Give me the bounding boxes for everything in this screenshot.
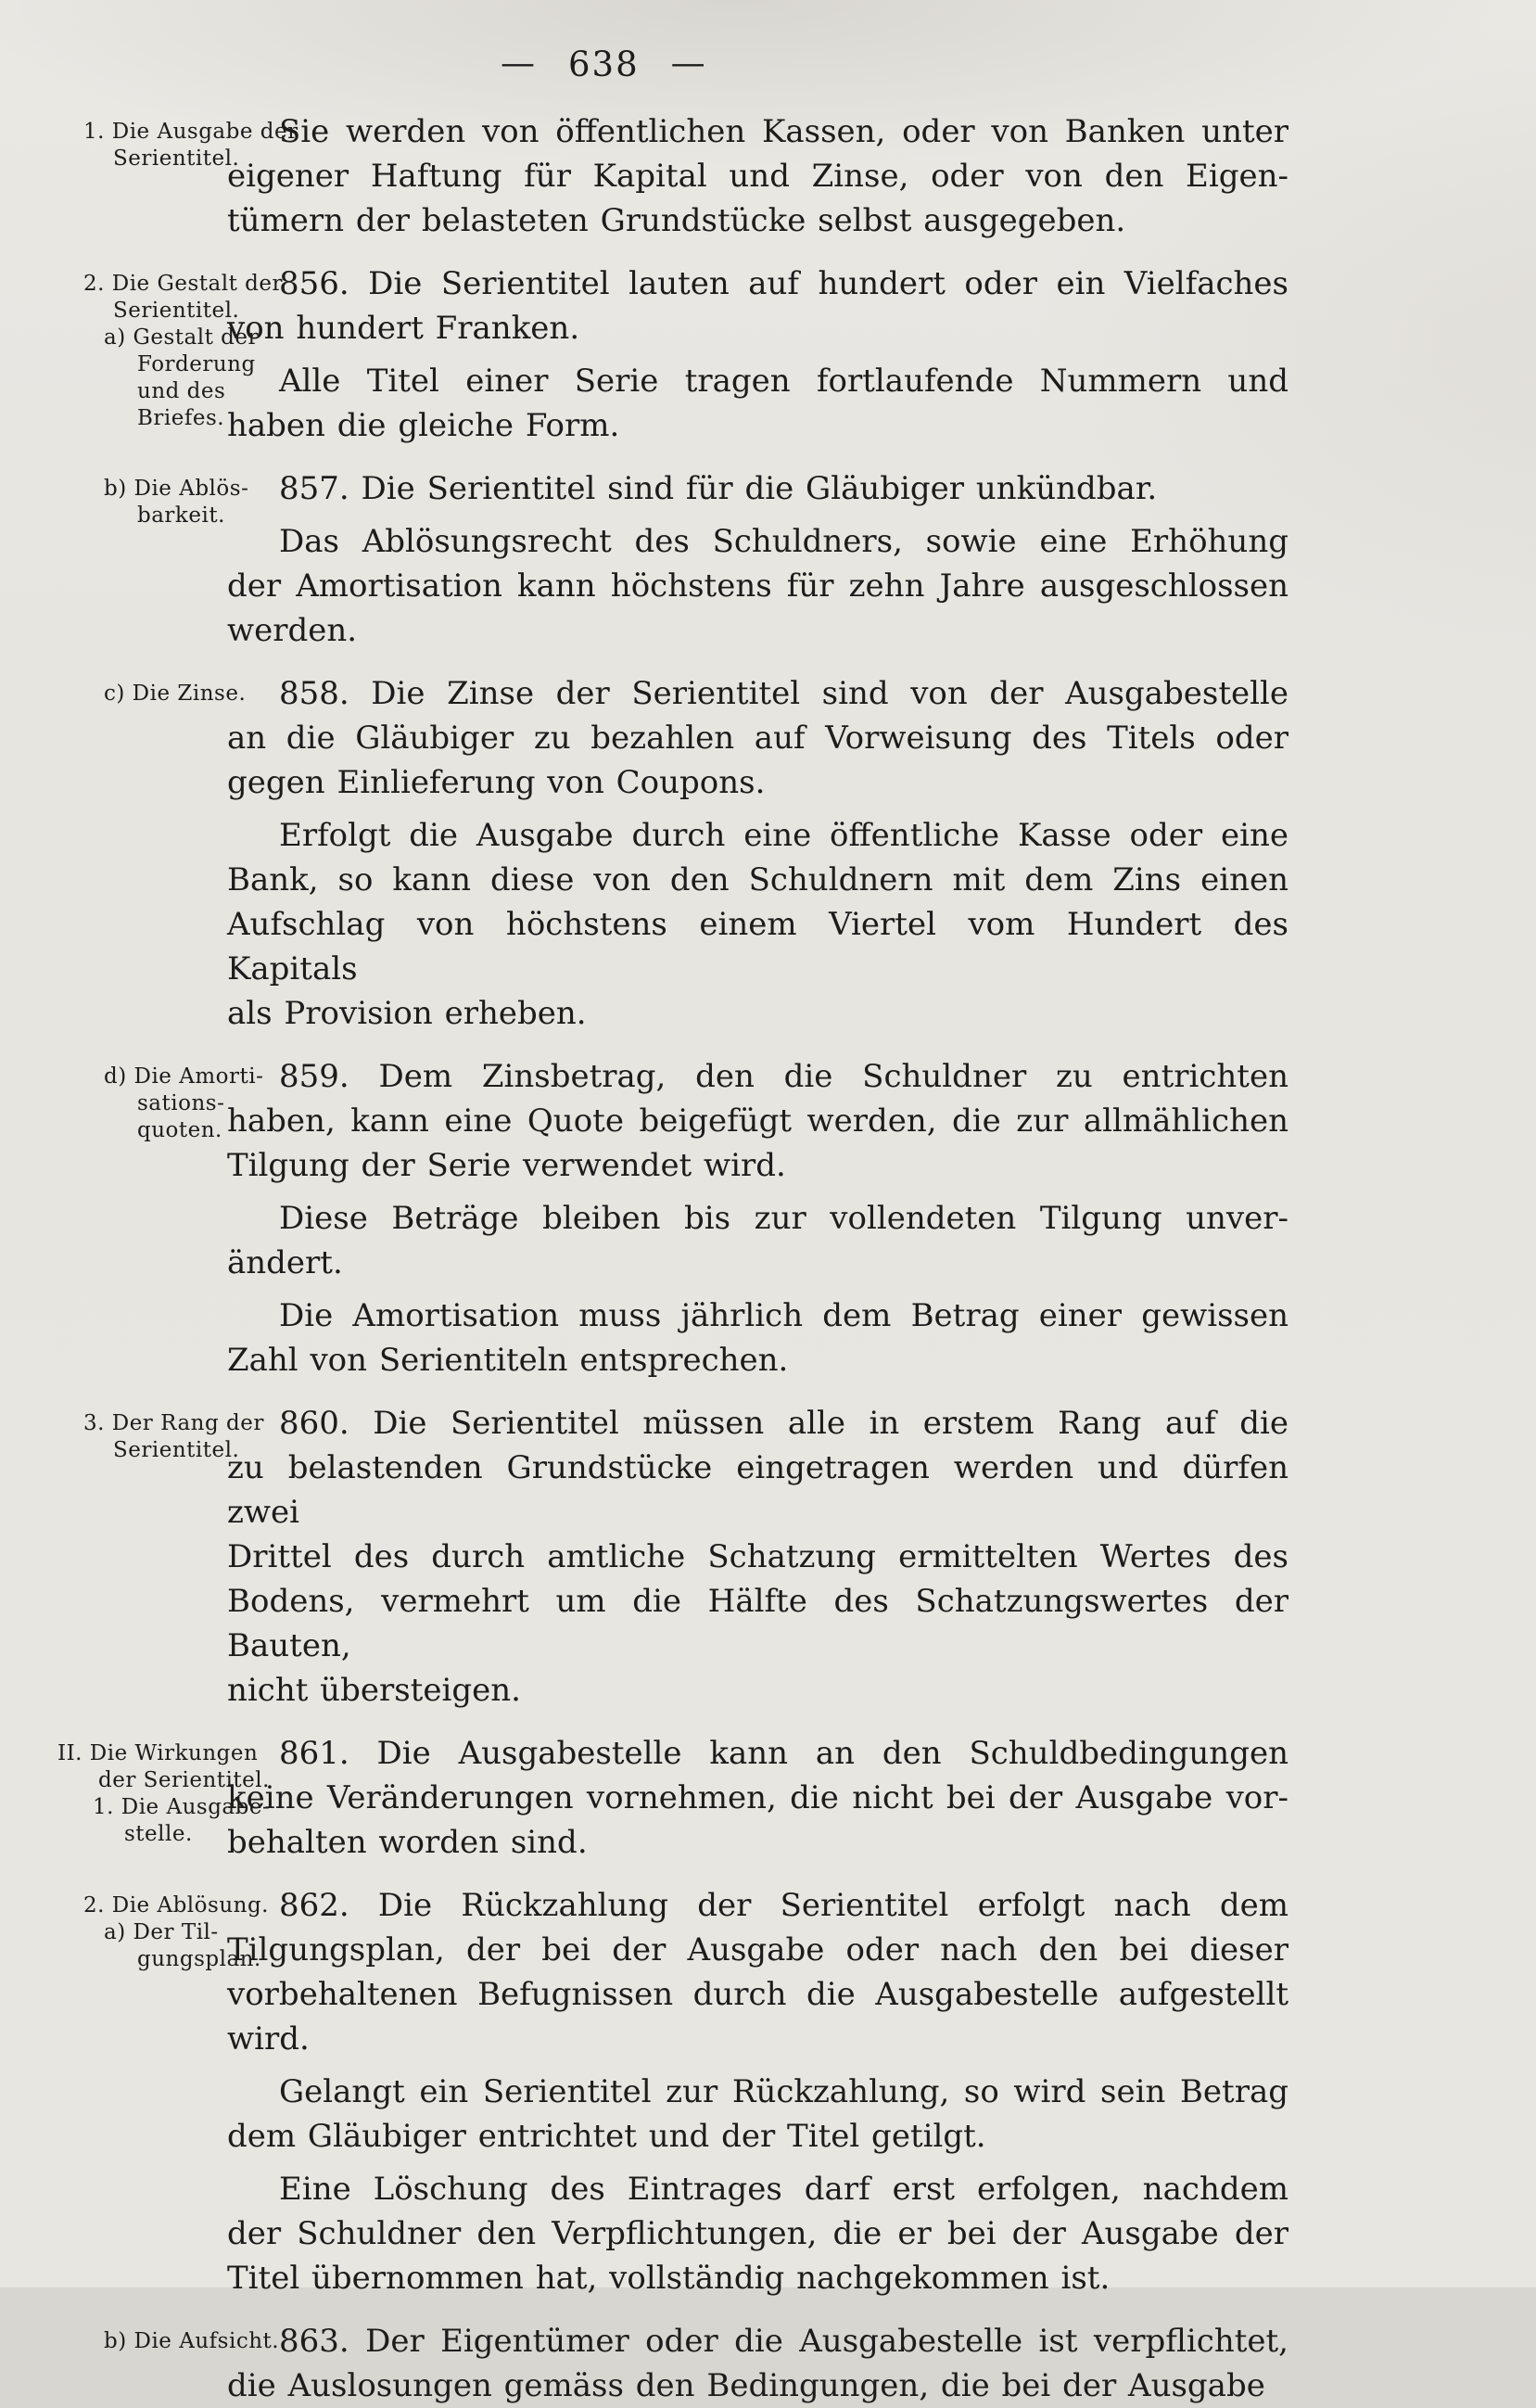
text-line: Eine Löschung des Eintrages darf erst erfolgen, nachdem xyxy=(279,2171,1288,2208)
paragraph xyxy=(227,1054,1288,1188)
page-number-value: 638 xyxy=(568,45,640,84)
text-line: 856. Die Serientitel lauten auf hundert oder ein Vielfaches xyxy=(279,265,1288,302)
article-section xyxy=(57,466,1288,653)
article-section xyxy=(57,109,1288,243)
paragraph xyxy=(227,2070,1288,2159)
text-line: Tilgungsplan, der bei der Ausgabe oder nach den bei dieser xyxy=(227,1931,1288,1968)
text-line: 857. Die Serientitel sind für die Gläubiger unkündbar. xyxy=(279,470,1158,507)
text-line: die Auslosungen gemäss den Bedingungen, die bei der Ausgabe xyxy=(227,2367,1265,2404)
text-line: Das Ablösungsrecht des Schuldners, sowie eine Erhöhung xyxy=(279,523,1288,560)
text-line: Tilgung der Serie verwendet wird. xyxy=(227,1147,786,1184)
paragraph xyxy=(227,109,1288,243)
text-line: dem Gläubiger entrichtet und der Titel getilgt. xyxy=(227,2118,986,2155)
text-line: 861. Die Ausgabestelle kann an den Schuldbedingungen xyxy=(279,1735,1288,1772)
article-section xyxy=(57,1054,1288,1382)
article-section xyxy=(57,2319,1288,2408)
paragraph xyxy=(227,1731,1288,1865)
article-section xyxy=(57,1401,1288,1713)
margin-note xyxy=(57,466,249,653)
margin-note-line: Serientitel. xyxy=(113,299,240,323)
page-number xyxy=(501,43,707,87)
margin-note-line: 2. Die Gestalt der xyxy=(83,272,283,296)
text-line: wird. xyxy=(227,2020,310,2058)
article-body xyxy=(227,466,1288,653)
text-line: Diese Beträge bleiben bis zur vollendeten Tilgung unver- xyxy=(279,1200,1288,1237)
margin-note-line: a) Gestalt der xyxy=(104,325,259,350)
article-section xyxy=(57,261,1288,448)
margin-note-line: Briefes. xyxy=(137,406,225,430)
paragraph xyxy=(227,2167,1288,2300)
margin-note xyxy=(57,2319,280,2408)
article-body xyxy=(227,1731,1288,1865)
margin-note-line: II. Die Wirkungen xyxy=(57,1741,259,1765)
text-line: Bodens, vermehrt um die Hälfte des Schatzungswertes der Bauten, xyxy=(227,1583,1288,1664)
text-line: werden. xyxy=(227,612,358,649)
paragraph xyxy=(227,261,1288,350)
paragraph xyxy=(227,813,1288,1036)
margin-note-line: b) Die Aufsicht. xyxy=(104,2329,280,2353)
margin-note-line: und des xyxy=(137,379,226,403)
margin-note-line: gungsplan. xyxy=(137,1947,261,1971)
text-line: Drittel des durch amtliche Schatzung ermittelten Wertes des xyxy=(227,1538,1288,1575)
text-line: Erfolgt die Ausgabe durch eine öffentliche Kasse oder eine xyxy=(279,817,1288,854)
text-line: Zahl von Serientiteln entsprechen. xyxy=(227,1342,789,1379)
text-line: Gelangt ein Serientitel zur Rückzahlung, so wird sein Betrag xyxy=(279,2073,1288,2110)
text-line: der Schuldner den Verpflichtungen, die er bei der Ausgabe der xyxy=(227,2215,1288,2252)
paragraph xyxy=(227,671,1288,805)
text-line: 863. Der Eigentümer oder die Ausgabestelle ist verpflichtet, xyxy=(279,2323,1288,2360)
margin-note-line: stelle. xyxy=(124,1822,193,1846)
margin-note-line: b) Die Ablös- xyxy=(104,477,249,501)
margin-note-line: d) Die Amorti- xyxy=(104,1064,264,1089)
margin-note-line: a) Der Til- xyxy=(104,1920,219,1944)
text-line: von hundert Franken. xyxy=(227,310,580,347)
article-section xyxy=(57,1883,1288,2300)
margin-note-line: der Serientitel. xyxy=(98,1768,270,1792)
margin-note-line: barkeit. xyxy=(137,503,225,528)
text-line: der Amortisation kann höchstens für zehn Jahre ausgeschlossen xyxy=(227,567,1288,605)
text-line: an die Gläubiger zu bezahlen auf Vorweisung des Titels oder xyxy=(227,720,1288,757)
paragraph xyxy=(227,1401,1288,1713)
margin-note-line: 2. Die Ablösung. xyxy=(83,1893,269,1917)
text-line: zu belastenden Grundstücke eingetragen werden und dürfen zwei xyxy=(227,1449,1288,1531)
page-content xyxy=(57,109,1288,2408)
margin-note-line: c) Die Zinse. xyxy=(104,682,247,706)
text-line: behalten worden sind. xyxy=(227,1824,588,1861)
margin-note-line: 1. Die Ausgabe- xyxy=(93,1795,271,1819)
article-section xyxy=(57,1731,1288,1865)
text-line: 860. Die Serientitel müssen alle in erstem Rang auf die xyxy=(279,1405,1288,1442)
article-body xyxy=(227,2319,1288,2408)
margin-note-line: Serientitel. xyxy=(113,1438,240,1462)
paragraph xyxy=(227,1293,1288,1382)
text-line: ändert. xyxy=(227,1244,343,1281)
margin-note xyxy=(57,1401,264,1713)
text-line: eigener Haftung für Kapital und Zinse, oder von den Eigen- xyxy=(227,158,1288,195)
text-line: haben die gleiche Form. xyxy=(227,407,620,444)
margin-note-line: Forderung xyxy=(137,352,256,376)
paragraph xyxy=(227,466,1288,511)
text-line: Bank, so kann diese von den Schuldnern mit dem Zins einen xyxy=(227,861,1288,898)
text-line: Sie werden von öffentlichen Kassen, oder von Banken unter xyxy=(279,113,1288,150)
article-body xyxy=(227,1401,1288,1713)
page-number-right-dash: — xyxy=(670,43,707,83)
margin-note xyxy=(57,671,247,1036)
paragraph xyxy=(227,2319,1288,2408)
paragraph xyxy=(227,1196,1288,1285)
paragraph xyxy=(227,519,1288,653)
margin-note-line: Serientitel. xyxy=(113,147,240,171)
text-line: 858. Die Zinse der Serientitel sind von der Ausgabestelle xyxy=(279,675,1288,712)
text-line: tümern der belasteten Grundstücke selbst ausgegeben. xyxy=(227,202,1126,239)
text-line: vorbehaltenen Befugnissen durch die Ausgabestelle aufgestellt xyxy=(227,1976,1288,2013)
margin-note xyxy=(57,109,298,243)
margin-note-line: 1. Die Ausgabe der xyxy=(83,120,298,144)
text-line: Die Amortisation muss jährlich dem Betrag einer gewissen xyxy=(279,1297,1288,1334)
article-body xyxy=(227,671,1288,1036)
article-body xyxy=(227,1054,1288,1382)
text-line: gegen Einlieferung von Coupons. xyxy=(227,764,766,801)
text-line: 859. Dem Zinsbetrag, den die Schuldner zu entrichten xyxy=(279,1058,1288,1095)
text-line: nicht übersteigen. xyxy=(227,1672,521,1709)
text-line: Alle Titel einer Serie tragen fortlaufende Nummern und xyxy=(279,363,1288,400)
text-line: haben, kann eine Quote beigefügt werden, die zur allmählichen xyxy=(227,1102,1288,1140)
text-line: keine Veränderungen vornehmen, die nicht bei der Ausgabe vor- xyxy=(227,1779,1288,1816)
article-body xyxy=(227,1883,1288,2300)
text-line: Titel übernommen hat, vollständig nachgekommen ist. xyxy=(227,2260,1111,2297)
article-section xyxy=(57,671,1288,1036)
page-number-left-dash: — xyxy=(501,43,537,83)
margin-note-line: quoten. xyxy=(137,1118,222,1142)
margin-note xyxy=(57,1731,271,1865)
paragraph xyxy=(227,1883,1288,2061)
margin-note xyxy=(57,1054,264,1382)
paragraph xyxy=(227,359,1288,448)
margin-note-line: 3. Der Rang der xyxy=(83,1411,264,1435)
text-line: als Provision erheben. xyxy=(227,995,587,1032)
text-line: Aufschlag von höchstens einem Viertel vom Hundert des Kapitals xyxy=(227,906,1288,987)
article-body xyxy=(227,261,1288,448)
margin-note-line: sations- xyxy=(137,1091,225,1115)
margin-note xyxy=(57,261,283,448)
article-body xyxy=(227,109,1288,243)
text-line: 862. Die Rückzahlung der Serientitel erfolgt nach dem xyxy=(279,1887,1288,1924)
